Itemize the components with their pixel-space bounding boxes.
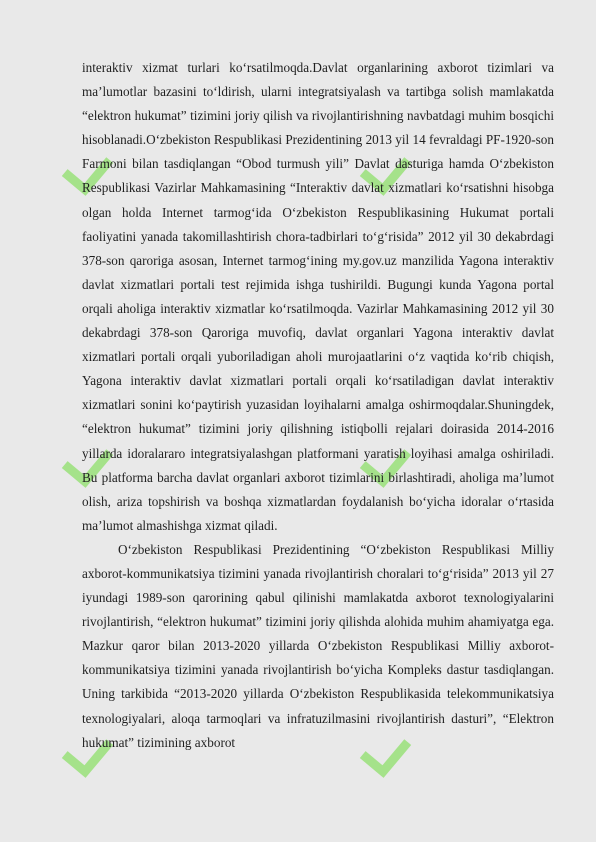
document-body bbox=[82, 56, 554, 755]
paragraph-1: interaktiv xizmat turlari koʻrsatilmoqda.Davlat organlarining axborot tizimlari va maʼlumotlar bazasini toʻldirish, ularni integratsiyalash va tartibga solish mamlakatda “elektron hukumat” tizimini joriy qilish va rivojlantirishning navbatdagi muhim bosqichi hisoblanadi.Oʻzbekiston Respublikasi Prezidentining 2013 yil 14 fevraldagi PF-1920-son Farmoni bilan tasdiqlangan “Obod turmush yili” Davlat dasturiga hamda Oʻzbekiston Respublikasi Vazirlar Mahkamasining “Interaktiv davlat xizmatlari koʻrsatishni hisobga olgan holda Internet tarmogʻida Oʻzbekiston Respublikasining Hukumat portali faoliyatini yanada takomillashtirish chora-tadbirlari toʻgʻrisida” 2012 yil 30 dekabrdagi 378-son qaroriga asosan, Internet tarmogʻining my.gov.uz manzilida Yagona interaktiv davlat xizmatlari portali test rejimida ishga tushirildi. Bugungi kunda Yagona portal orqali aholiga interaktiv xizmatlar koʻrsatilmoqda. Vazirlar Mahkamasining 2012 yil 30 dekabrdagi 378-son Qaroriga muvofiq, davlat organlari Yagona interaktiv davlat xizmatlari portali orqali yuboriladigan aholi murojaatlarini oʻz vaqtida koʻrib chiqish, Yagona interaktiv davlat xizmatlari portali orqali koʻrsatiladigan davlat interaktiv xizmatlari sonini koʻpaytirish yuzasidan loyihalarni amalga oshirmoqdalar.Shuningdek, “elektron hukumat” tizimini joriy qilishning istiqbolli rejalari doirasida 2014-2016 yillarda idoralararo integratsiyalashgan platformani yaratish loyihasi amalga oshiriladi. Bu platforma barcha davlat organlari axborot tizimlarini birlashtiradi, aholiga maʼlumot olish, ariza topshirish va boshqa xizmatlardan foydalanish boʻyicha idoralar oʻrtasida maʼlumot almashishga xizmat qiladi. bbox=[82, 60, 554, 533]
paragraph-2: Oʻzbekiston Respublikasi Prezidentining “Oʻzbekiston Respublikasi Milliy axborot-kommunikatsiya tizimini yanada rivojlantirish choralari toʻgʻrisida” 2013 yil 27 iyundagi 1989-son qarorining qabul qilinishi mamlakatda axborot texnologiyalarini rivojlantirish, “elektron hukumat” tizimini joriy qilishda alohida muhim ahamiyatga ega. Mazkur qaror bilan 2013-2020 yillarda Oʻzbekiston Respublikasi Milliy axborot-kommunikatsiya tizimini yanada rivojlantirish boʻyicha Kompleks dastur tasdiqlangan. Uning tarkibida “2013-2020 yillarda Oʻzbekiston Respublikasida telekommunikatsiya texnologiyalari, aloqa tarmoqlari va infratuzilmasini rivojlantirish dasturi”, “Elektron hukumat” tizimining axborot bbox=[82, 541, 554, 750]
